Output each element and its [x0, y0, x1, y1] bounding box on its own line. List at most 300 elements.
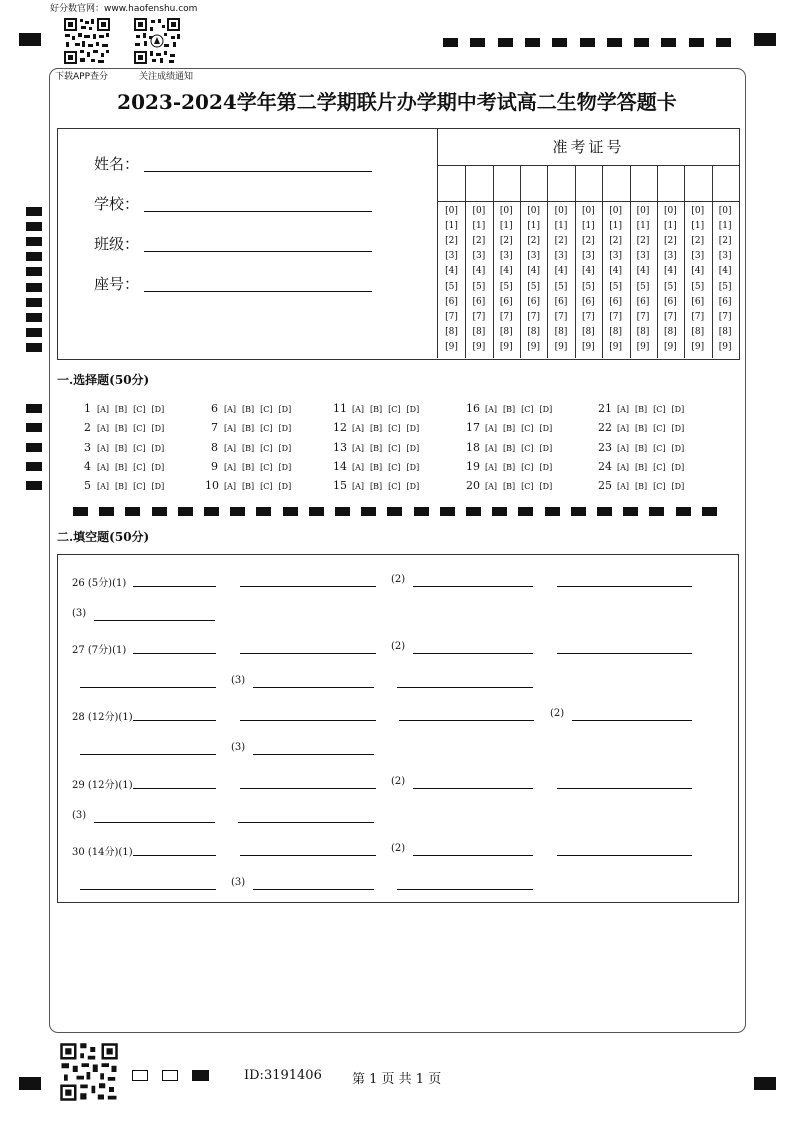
- admission-digit-bubble[interactable]: [8]: [445, 326, 458, 337]
- q26-3-answer[interactable]: [94, 620, 215, 621]
- admission-digit-bubble[interactable]: [6]: [636, 296, 650, 307]
- admission-digit-bubble[interactable]: [9]: [499, 341, 513, 352]
- choice-option-bubble[interactable]: [B]: [242, 462, 255, 472]
- admission-digit-bubble[interactable]: [3]: [718, 251, 732, 262]
- choice-option-bubble[interactable]: [C]: [260, 424, 273, 434]
- choice-question-number: 21: [598, 402, 612, 415]
- admission-digit-bubble[interactable]: [4]: [664, 266, 677, 277]
- admission-digit-bubble[interactable]: [6]: [718, 296, 732, 307]
- q26-2-answer-a[interactable]: [413, 586, 533, 587]
- choice-option-bubble[interactable]: [D]: [151, 405, 165, 414]
- admission-digit-bubble[interactable]: [1]: [691, 221, 705, 232]
- q28-3-answer-a[interactable]: [253, 754, 374, 755]
- admission-digit-bubble[interactable]: [9]: [472, 341, 486, 352]
- choice-question-11: [333, 402, 419, 415]
- admission-digit-bubble[interactable]: [9]: [718, 341, 732, 352]
- admission-digit-bubble[interactable]: [1]: [581, 221, 595, 232]
- choice-option-bubble[interactable]: [A]: [485, 482, 498, 492]
- admission-digit-bubble[interactable]: [4]: [581, 266, 595, 277]
- q29-3-answer-a[interactable]: [94, 822, 215, 823]
- seat-label: 座号：: [94, 275, 140, 293]
- choice-option-bubble[interactable]: [D]: [406, 443, 420, 453]
- admission-digit-bubble[interactable]: [6]: [554, 296, 568, 307]
- q29-3-answer-b[interactable]: [238, 822, 374, 823]
- choice-option-bubble[interactable]: [C]: [133, 482, 146, 492]
- choice-option-bubble[interactable]: [D]: [671, 482, 685, 492]
- choice-option-bubble[interactable]: [A]: [485, 443, 498, 453]
- admission-digit-bubble[interactable]: [2]: [609, 236, 623, 247]
- choice-option-bubble[interactable]: [B]: [503, 482, 516, 492]
- choice-option-bubble[interactable]: [B]: [370, 443, 383, 453]
- choice-option-bubble[interactable]: [C]: [133, 424, 146, 434]
- admission-digit-bubble[interactable]: [2]: [554, 236, 568, 247]
- admission-digit-bubble[interactable]: [7]: [554, 311, 568, 322]
- choice-option-bubble[interactable]: [A]: [352, 482, 365, 492]
- admission-digit-bubble[interactable]: [7]: [718, 311, 732, 322]
- admission-digit-bubble[interactable]: [6]: [581, 296, 595, 307]
- choice-option-bubble[interactable]: [D]: [151, 482, 165, 492]
- choice-option-bubble[interactable]: [D]: [278, 443, 292, 453]
- admission-digit-bubble[interactable]: [5]: [499, 281, 513, 292]
- choice-question-14: [333, 460, 419, 473]
- q27-2-answer-c[interactable]: [80, 687, 216, 688]
- choice-option-bubble[interactable]: [A]: [617, 424, 630, 434]
- admission-digit-bubble[interactable]: [3]: [499, 251, 513, 262]
- admission-digit-bubble[interactable]: [1]: [554, 221, 568, 232]
- choice-question-number: 14: [333, 459, 347, 473]
- admission-digit-bubble[interactable]: [8]: [581, 326, 595, 337]
- admission-digit-bubble[interactable]: [7]: [664, 311, 677, 322]
- school-field[interactable]: [144, 211, 372, 212]
- admission-digit-bubble[interactable]: [4]: [609, 266, 623, 277]
- timing-mark: [26, 252, 42, 261]
- admission-digit-bubble[interactable]: [9]: [581, 341, 595, 352]
- choice-option-bubble[interactable]: [A]: [485, 462, 498, 472]
- choice-option-bubble[interactable]: [C]: [521, 462, 534, 472]
- choice-question-2: [78, 421, 164, 434]
- admission-digit-bubble[interactable]: [8]: [636, 326, 650, 337]
- choice-option-bubble[interactable]: [B]: [635, 443, 648, 453]
- q27-part3-label: (3): [231, 675, 246, 686]
- admission-digit-bubble[interactable]: [0]: [527, 206, 540, 216]
- timing-mark: [26, 267, 42, 276]
- admission-digit-bubble[interactable]: [7]: [527, 311, 540, 322]
- choice-option-bubble[interactable]: [B]: [503, 443, 516, 453]
- choice-question-number: 13: [333, 440, 347, 454]
- choice-option-bubble[interactable]: [A]: [352, 462, 365, 472]
- choice-option-bubble[interactable]: [A]: [97, 462, 110, 472]
- admission-digit-bubble[interactable]: [6]: [499, 296, 513, 307]
- q26-label: 26 (5分)(1): [72, 578, 127, 589]
- admission-digit-bubble[interactable]: [5]: [581, 281, 595, 292]
- choice-option-bubble[interactable]: [B]: [370, 424, 383, 434]
- choice-option-bubble[interactable]: [C]: [653, 462, 666, 472]
- q27-1-answer-a[interactable]: [133, 653, 216, 654]
- choice-option-bubble[interactable]: [D]: [406, 405, 420, 414]
- q30-2-answer-a[interactable]: [413, 855, 533, 856]
- admission-digit-bubble[interactable]: [3]: [636, 251, 650, 262]
- class-field[interactable]: [144, 251, 372, 252]
- admission-digit-bubble[interactable]: [6]: [527, 296, 540, 307]
- q26-1-answer-b[interactable]: [240, 586, 376, 587]
- choice-option-bubble[interactable]: [B]: [242, 405, 255, 414]
- admission-digit-bubble[interactable]: [3]: [609, 251, 623, 262]
- choice-option-bubble[interactable]: [A]: [224, 424, 237, 434]
- choice-question-number: 22: [598, 421, 612, 435]
- admission-digit-bubble[interactable]: [7]: [581, 311, 595, 322]
- admission-digit-bubble[interactable]: [8]: [664, 326, 677, 337]
- choice-option-bubble[interactable]: [C]: [133, 405, 146, 414]
- choice-option-bubble[interactable]: [C]: [260, 443, 273, 453]
- choice-option-bubble[interactable]: [D]: [671, 443, 685, 453]
- q27-2-answer-a[interactable]: [413, 653, 533, 654]
- q30-2-answer-c[interactable]: [80, 889, 216, 890]
- choice-option-bubble[interactable]: [C]: [260, 405, 273, 414]
- q28-1-answer-c[interactable]: [399, 720, 534, 721]
- choice-option-bubble[interactable]: [B]: [635, 482, 648, 492]
- choice-option-bubble[interactable]: [A]: [97, 405, 110, 414]
- admission-digit-bubble[interactable]: [9]: [527, 341, 540, 352]
- choice-question-23: [598, 441, 684, 454]
- admission-digit-bubble[interactable]: [6]: [445, 296, 458, 307]
- choice-option-bubble[interactable]: [C]: [653, 405, 666, 414]
- choice-option-bubble[interactable]: [B]: [115, 462, 128, 472]
- choice-option-bubble[interactable]: [C]: [521, 482, 534, 492]
- admission-digit-bubble[interactable]: [4]: [472, 266, 486, 277]
- admission-digit-bubble[interactable]: [8]: [609, 326, 623, 337]
- admission-digit-bubble[interactable]: [5]: [445, 281, 458, 292]
- q29-part2-label: (2): [391, 776, 406, 787]
- choice-option-bubble[interactable]: [C]: [653, 424, 666, 434]
- choice-option-bubble[interactable]: [B]: [370, 482, 383, 492]
- admission-digit-bubble[interactable]: [4]: [718, 266, 732, 277]
- timing-mark: [26, 443, 42, 452]
- admission-number-grid: [437, 128, 739, 358]
- admission-digit-bubble[interactable]: [8]: [554, 326, 568, 337]
- admission-digit-bubble[interactable]: [3]: [664, 251, 677, 262]
- choice-option-bubble[interactable]: [A]: [617, 462, 630, 472]
- choice-option-bubble[interactable]: [B]: [115, 424, 128, 434]
- choice-option-bubble[interactable]: [D]: [278, 482, 292, 492]
- choice-question-number: 1: [84, 402, 91, 415]
- choice-option-bubble[interactable]: [B]: [115, 405, 128, 414]
- admission-digit-bubble[interactable]: [4]: [554, 266, 568, 277]
- choice-question-22: [598, 421, 684, 434]
- admission-digit-bubble[interactable]: [1]: [445, 221, 458, 232]
- choice-option-bubble[interactable]: [A]: [485, 405, 498, 414]
- q28-1-answer-b[interactable]: [240, 720, 376, 721]
- admission-digit-bubble[interactable]: [4]: [499, 266, 513, 277]
- choice-option-bubble[interactable]: [B]: [503, 462, 516, 472]
- q27-1-answer-b[interactable]: [240, 653, 376, 654]
- admission-digit-bubble[interactable]: [5]: [691, 281, 705, 292]
- q30-3-answer-b[interactable]: [397, 889, 533, 890]
- choice-option-bubble[interactable]: [D]: [671, 424, 685, 434]
- admission-digit-bubble[interactable]: [3]: [691, 251, 705, 262]
- admission-digit-bubble[interactable]: [7]: [445, 311, 458, 322]
- choice-option-bubble[interactable]: [D]: [406, 462, 420, 472]
- admission-digit-bubble[interactable]: [7]: [472, 311, 486, 322]
- admission-digit-bubble[interactable]: [3]: [527, 251, 540, 262]
- admission-digit-bubble[interactable]: [6]: [691, 296, 705, 307]
- admission-digit-bubble[interactable]: [0]: [581, 206, 595, 216]
- choice-option-bubble[interactable]: [A]: [617, 482, 630, 492]
- choice-option-bubble[interactable]: [B]: [242, 482, 255, 492]
- admission-digit-bubble[interactable]: [1]: [718, 221, 732, 232]
- q28-2-answer-a[interactable]: [572, 720, 692, 721]
- choice-option-bubble[interactable]: [A]: [224, 482, 237, 492]
- q27-label: 27 (7分)(1): [72, 645, 127, 656]
- admission-digit-bubble[interactable]: [5]: [664, 281, 677, 292]
- timing-mark: [470, 38, 485, 47]
- admission-digit-bubble[interactable]: [0]: [554, 206, 568, 216]
- choice-option-bubble[interactable]: [D]: [539, 482, 553, 492]
- choice-option-bubble[interactable]: [B]: [635, 462, 648, 472]
- q26-1-answer-a[interactable]: [133, 586, 216, 587]
- choice-option-bubble[interactable]: [A]: [97, 482, 110, 492]
- admission-digit-bubble[interactable]: [7]: [636, 311, 650, 322]
- choice-question-number: 12: [333, 421, 347, 435]
- choice-question-number: 7: [211, 421, 218, 435]
- choice-option-bubble[interactable]: [B]: [635, 424, 648, 434]
- name-field[interactable]: [144, 171, 372, 172]
- choice-question-number: 16: [466, 402, 480, 415]
- choice-option-bubble[interactable]: [D]: [539, 405, 553, 414]
- choice-option-bubble[interactable]: [D]: [406, 424, 420, 434]
- admission-digit-bubble[interactable]: [1]: [609, 221, 623, 232]
- q29-part3-label: (3): [72, 810, 87, 821]
- qr-caption-score-notice: 关注成绩通知: [139, 72, 194, 82]
- choice-option-bubble[interactable]: [C]: [388, 443, 401, 453]
- admission-digit-bubble[interactable]: [2]: [664, 236, 677, 247]
- admission-digit-bubble[interactable]: [8]: [691, 326, 705, 337]
- admission-digit-bubble[interactable]: [8]: [527, 326, 540, 337]
- q29-2-answer-b[interactable]: [557, 788, 692, 789]
- choice-option-bubble[interactable]: [D]: [151, 424, 165, 434]
- admission-digit-bubble[interactable]: [0]: [472, 206, 486, 216]
- admission-digit-bubble[interactable]: [2]: [499, 236, 513, 247]
- choice-question-number: 4: [84, 459, 91, 473]
- admission-digit-bubble[interactable]: [2]: [527, 236, 540, 247]
- admission-digit-bubble[interactable]: [1]: [499, 221, 513, 232]
- admission-digit-bubble[interactable]: [3]: [554, 251, 568, 262]
- choice-option-bubble[interactable]: [B]: [370, 462, 383, 472]
- choice-option-bubble[interactable]: [B]: [242, 424, 255, 434]
- q29-2-answer-a[interactable]: [413, 788, 533, 789]
- admission-digit-bubble[interactable]: [3]: [472, 251, 486, 262]
- choice-option-bubble[interactable]: [C]: [521, 443, 534, 453]
- choice-question-6: [205, 402, 291, 415]
- admission-digit-bubble[interactable]: [4]: [527, 266, 540, 277]
- admission-digit-bubble[interactable]: [6]: [609, 296, 623, 307]
- admission-digit-bubble[interactable]: [2]: [636, 236, 650, 247]
- choice-option-bubble[interactable]: [A]: [97, 443, 110, 453]
- choice-option-bubble[interactable]: [C]: [521, 405, 534, 414]
- admission-digit-bubble[interactable]: [5]: [554, 281, 568, 292]
- admission-number-title: 准考证号: [438, 128, 739, 166]
- choice-question-4: [78, 460, 164, 473]
- timing-mark: [204, 507, 219, 516]
- choice-option-bubble[interactable]: [C]: [133, 462, 146, 472]
- admission-digit-bubble[interactable]: [2]: [691, 236, 705, 247]
- timing-mark: [387, 507, 402, 516]
- admission-digit-bubble[interactable]: [0]: [636, 206, 650, 216]
- q29-1-answer-b[interactable]: [240, 788, 376, 789]
- q30-3-answer-a[interactable]: [253, 889, 374, 890]
- choice-option-bubble[interactable]: [C]: [388, 405, 401, 414]
- admission-digit-bubble[interactable]: [2]: [472, 236, 486, 247]
- timing-mark: [26, 222, 42, 231]
- choice-option-bubble[interactable]: [D]: [278, 462, 292, 472]
- choice-option-bubble[interactable]: [C]: [388, 462, 401, 472]
- q26-part3-label: (3): [72, 608, 87, 619]
- admission-digit-bubble[interactable]: [9]: [691, 341, 705, 352]
- choice-option-bubble[interactable]: [D]: [671, 405, 685, 414]
- choice-question-9: [205, 460, 291, 473]
- choice-option-bubble[interactable]: [C]: [388, 424, 401, 434]
- choice-option-bubble[interactable]: [D]: [406, 482, 420, 492]
- choice-option-bubble[interactable]: [A]: [224, 405, 237, 414]
- choice-option-bubble[interactable]: [A]: [352, 443, 365, 453]
- admission-digit-bubble[interactable]: [5]: [609, 281, 623, 292]
- choice-option-bubble[interactable]: [B]: [115, 443, 128, 453]
- admission-digit-bubble[interactable]: [6]: [664, 296, 677, 307]
- admission-digit-bubble[interactable]: [0]: [691, 206, 705, 216]
- choice-question-15: [333, 479, 419, 492]
- choice-question-5: [78, 479, 164, 492]
- choice-option-bubble[interactable]: [B]: [370, 405, 383, 414]
- timing-mark: [466, 507, 481, 516]
- admission-digit-bubble[interactable]: [7]: [609, 311, 623, 322]
- admission-digit-bubble[interactable]: [0]: [499, 206, 513, 216]
- timing-mark: [518, 507, 533, 516]
- admission-digit-bubble[interactable]: [3]: [581, 251, 595, 262]
- seat-field[interactable]: [144, 291, 372, 292]
- q28-part3-label: (3): [231, 742, 246, 753]
- choice-question-number: 10: [205, 479, 219, 493]
- choice-option-bubble[interactable]: [A]: [352, 405, 365, 414]
- choice-option-bubble[interactable]: [C]: [260, 482, 273, 492]
- choice-option-bubble[interactable]: [C]: [653, 443, 666, 453]
- choice-option-bubble[interactable]: [A]: [97, 424, 110, 434]
- admission-digit-bubble[interactable]: [5]: [636, 281, 650, 292]
- choice-option-bubble[interactable]: [A]: [617, 405, 630, 414]
- admission-digit-bubble[interactable]: [7]: [691, 311, 705, 322]
- choice-option-bubble[interactable]: [C]: [133, 443, 146, 453]
- timing-mark: [597, 507, 612, 516]
- q27-3-answer-b[interactable]: [397, 687, 533, 688]
- timing-mark: [26, 207, 42, 216]
- q30-1-answer-b[interactable]: [240, 855, 376, 856]
- q28-1-answer-a[interactable]: [133, 720, 216, 721]
- admission-digit-bubble[interactable]: [5]: [527, 281, 540, 292]
- choice-option-bubble[interactable]: [D]: [539, 443, 553, 453]
- admission-digit-bubble[interactable]: [7]: [499, 311, 513, 322]
- q26-2-answer-b[interactable]: [557, 586, 692, 587]
- admission-digit-bubble[interactable]: [9]: [636, 341, 650, 352]
- choice-option-bubble[interactable]: [B]: [503, 424, 516, 434]
- qr-caption-download-app: 下载APP查分: [55, 72, 109, 82]
- admission-digit-bubble[interactable]: [6]: [472, 296, 486, 307]
- choice-option-bubble[interactable]: [A]: [224, 462, 237, 472]
- q27-2-answer-b[interactable]: [557, 653, 692, 654]
- admission-digit-bubble[interactable]: [9]: [554, 341, 568, 352]
- choice-question-number: 9: [211, 459, 218, 473]
- choice-option-bubble[interactable]: [D]: [539, 424, 553, 434]
- admission-digit-bubble[interactable]: [4]: [636, 266, 650, 277]
- choice-option-bubble[interactable]: [D]: [539, 462, 553, 472]
- choice-option-bubble[interactable]: [C]: [260, 462, 273, 472]
- admission-digit-bubble[interactable]: [1]: [636, 221, 650, 232]
- admission-digit-bubble[interactable]: [3]: [445, 251, 458, 262]
- choice-option-bubble[interactable]: [B]: [503, 405, 516, 414]
- admission-digit-bubble[interactable]: [0]: [609, 206, 623, 216]
- admission-digit-bubble[interactable]: [1]: [664, 221, 677, 232]
- admission-digit-bubble[interactable]: [4]: [445, 266, 458, 277]
- admission-digit-bubble[interactable]: [8]: [472, 326, 486, 337]
- choice-option-bubble[interactable]: [A]: [485, 424, 498, 434]
- q29-1-answer-a[interactable]: [133, 788, 216, 789]
- admission-digit-bubble[interactable]: [1]: [527, 221, 540, 232]
- choice-option-bubble[interactable]: [D]: [278, 424, 292, 434]
- q28-2-answer-b[interactable]: [80, 754, 216, 755]
- admission-digit-bubble[interactable]: [9]: [664, 341, 677, 352]
- admission-digit-bubble[interactable]: [0]: [445, 206, 458, 216]
- admission-digit-bubble[interactable]: [8]: [499, 326, 513, 337]
- choice-option-bubble[interactable]: [D]: [671, 462, 685, 472]
- choice-option-bubble[interactable]: [B]: [115, 482, 128, 492]
- q30-1-answer-a[interactable]: [133, 855, 216, 856]
- admission-number-write-row[interactable]: [438, 166, 739, 202]
- choice-option-bubble[interactable]: [A]: [617, 443, 630, 453]
- choice-option-bubble[interactable]: [D]: [151, 443, 165, 453]
- admission-digit-bubble[interactable]: [1]: [472, 221, 486, 232]
- choice-option-bubble[interactable]: [A]: [224, 443, 237, 453]
- timing-mark: [26, 313, 42, 322]
- timing-mark: [230, 507, 245, 516]
- timing-mark: [26, 343, 42, 352]
- choice-option-bubble[interactable]: [D]: [278, 405, 292, 414]
- admission-digit-bubble[interactable]: [0]: [718, 206, 732, 216]
- admission-digit-bubble[interactable]: [0]: [664, 206, 677, 216]
- admission-digit-bubble[interactable]: [9]: [609, 341, 623, 352]
- admission-digit-bubble[interactable]: [9]: [445, 341, 458, 352]
- q30-2-answer-b[interactable]: [557, 855, 692, 856]
- admission-digit-bubble[interactable]: [5]: [472, 281, 486, 292]
- admission-digit-bubble[interactable]: [4]: [691, 266, 705, 277]
- timing-mark: [26, 404, 42, 413]
- site-url-text: 好分数官网：www.haofenshu.com: [50, 4, 198, 14]
- admission-digit-bubble[interactable]: [8]: [718, 326, 732, 337]
- corner-marker-bottom-left: [19, 1077, 41, 1090]
- choice-question-number: 18: [466, 440, 480, 454]
- choice-option-bubble[interactable]: [A]: [352, 424, 365, 434]
- choice-option-bubble[interactable]: [B]: [635, 405, 648, 414]
- timing-mark: [649, 507, 664, 516]
- choice-question-1: [78, 402, 164, 415]
- choice-option-bubble[interactable]: [C]: [653, 482, 666, 492]
- admission-digit-bubble[interactable]: [2]: [581, 236, 595, 247]
- timing-mark: [443, 38, 458, 47]
- choice-option-bubble[interactable]: [D]: [151, 462, 165, 472]
- choice-option-bubble[interactable]: [C]: [521, 424, 534, 434]
- admission-digit-bubble[interactable]: [2]: [718, 236, 732, 247]
- choice-option-bubble[interactable]: [B]: [242, 443, 255, 453]
- choice-option-bubble[interactable]: [C]: [388, 482, 401, 492]
- q27-3-answer-a[interactable]: [253, 687, 374, 688]
- admission-digit-bubble[interactable]: [5]: [718, 281, 732, 292]
- admission-digit-bubble[interactable]: [2]: [445, 236, 458, 247]
